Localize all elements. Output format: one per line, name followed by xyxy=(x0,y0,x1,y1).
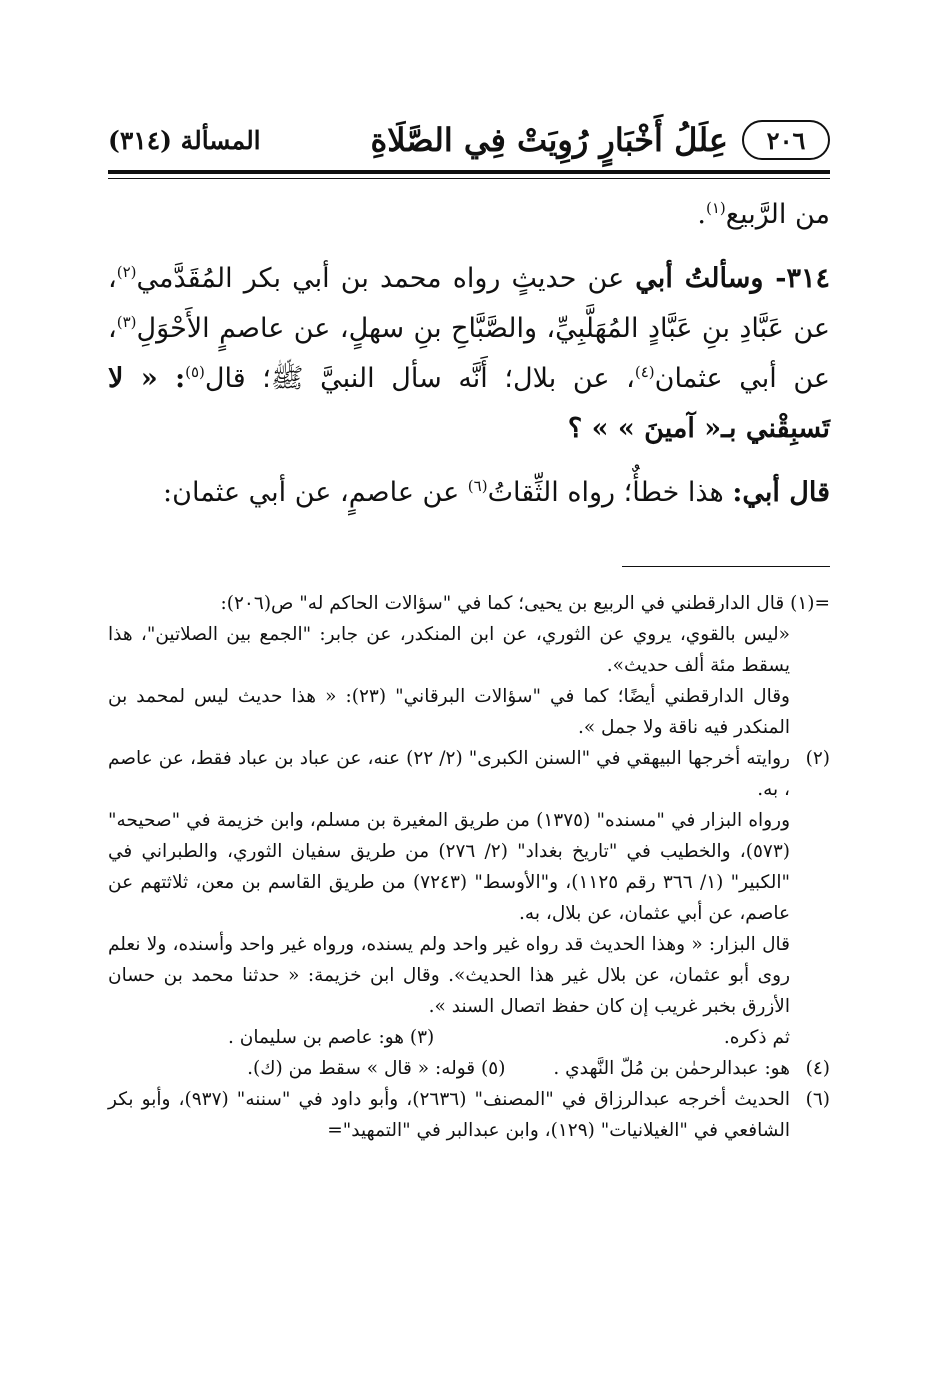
page-number: ٢٠٦ xyxy=(742,120,830,160)
running-header xyxy=(108,112,830,168)
footnote-4: هو: عبدالرحمٰن بن مُلّ النَّهدي . xyxy=(553,1058,790,1079)
header-rule-thick xyxy=(108,170,830,174)
question-text-2: ، عن عَبَّادِ بنِ عَبَّادٍ المُهَلَّبِيِّ، والصَّبَّاحِ بنِ سهلٍ، عن عاصمٍ الأَحْوَلِ xyxy=(108,263,830,344)
answer-label: قال أبي: xyxy=(732,477,830,508)
footnote-2-para-1: روايته أخرجها البيهقي في "السنن الكبرى" (٢/ ٢٢) عنه، عن عباد بن عباد فقط، عن عاصم ، به. xyxy=(108,748,790,800)
footnote-3: (٣) هو: عاصم بن سليمان . xyxy=(228,1027,435,1048)
footnote-1-quote: «ليس بالقوي، يروي عن الثوري، عن ابن المنكدر، عن جابر: "الجمع بين الصلاتين"، هذا يسقط مئة ألف حديث». xyxy=(108,624,790,676)
continuation-end: . xyxy=(697,199,706,230)
footnote-2 xyxy=(108,743,830,1053)
footnote-ref-5: (٥) xyxy=(185,363,205,381)
footnote-separator xyxy=(622,566,830,567)
footnote-ref-6: (٦) xyxy=(467,477,488,495)
footnote-4-number: (٤) xyxy=(805,1058,830,1079)
book-title: عِلَلُ أَخْبَارٍ رُوِيَتْ فِي الصَّلَاةِ xyxy=(370,121,728,159)
footnote-2-3-row xyxy=(108,1022,790,1053)
footnote-2-number: (٢) xyxy=(805,748,830,769)
header-rule-thin xyxy=(108,178,830,179)
footnote-4-5-body xyxy=(108,1053,790,1084)
footnote-2-para-3: قال البزار: « وهذا الحديث قد رواه غير واحد ولم يسنده، ورواه غير واحد وأسنده، ولا نعلم روى أبو عثمان، عن بلال غير هذا الحديث». وقال ابن خزيمة: « حدثنا محمد بن حسان الأزرق بخبر غريب إن كان حفظ اتصال السند ». xyxy=(108,934,790,1017)
footnote-5: (٥) قوله: « قال » سقط من (ك). xyxy=(247,1058,506,1079)
continuation-text: من الرَّبيع xyxy=(725,199,830,230)
footnote-ref-1: (١) xyxy=(705,199,726,217)
footnote-2-para-4: ثم ذكره. xyxy=(723,1027,790,1048)
question-text-3: ، عن أبي عثمان xyxy=(108,313,830,394)
footnote-ref-3: (٣) xyxy=(116,313,137,331)
footnote-ref-4: (٤) xyxy=(634,363,655,381)
question-paragraph xyxy=(108,254,830,454)
footnote-ref-2: (٢) xyxy=(116,263,137,281)
footnote-6-body: الحديث أخرجه عبدالرزاق في "المصنف" (٢٦٣٦)، وأبو داود في "سننه" (٩٣٧)، وأبو بكر الشافعي في "الغيلانيات" (١٢٩)، وابن عبدالبر في "التمهيد"= xyxy=(108,1089,790,1141)
answer-text-2: عن عاصمٍ، عن أبي عثمان: xyxy=(163,477,468,508)
question-reference: المسألة (٣١٤) xyxy=(108,125,261,155)
question-hadith-text: : « لا تَسبِقْني بـ« آمينَ » » ؟ xyxy=(108,363,830,444)
continuation-line xyxy=(108,190,830,240)
footnote-6-number: (٦) xyxy=(805,1089,830,1110)
question-text-4: ، عن بلال؛ أَنَّه سأل النبيَّ ﷺ؛ قال xyxy=(204,363,635,394)
footnote-2-para-2: ورواه البزار في "مسنده" (١٣٧٥) من طريق المغيرة بن مسلم، وابن خزيمة في "صحيحه" (٥٧٣)، والخطيب في "تاريخ بغداد" (٢/ ٢٧٦) من طريق سفيان الثوري، والطبراني في "الكبير" (١/ ٣٦٦ رقم ١١٢٥)، و"الأوسط" (٧٢٤٣) من طريق القاسم بن معن، ثلاثتهم عن عاصم، عن أبي عثمان، عن بلال، به. xyxy=(108,810,790,924)
question-number: ٣١٤- وسألتُ أبي xyxy=(635,263,830,294)
footnote-2-body xyxy=(108,743,790,1053)
answer-paragraph xyxy=(108,468,830,518)
footnote-1-line-1: =(١) قال الدارقطني في الربيع بن يحيى؛ كما في "سؤالات الحاكم له" ص(٢٠٦): xyxy=(220,593,830,614)
question-text-1: عن حديثٍ رواه محمد بن أبي بكر المُقَدَّمي xyxy=(136,263,636,294)
footnote-4-5-row xyxy=(108,1053,830,1084)
footnotes xyxy=(108,588,830,1146)
answer-text-1: هذا خطأٌ؛ رواه الثِّقاتُ xyxy=(487,477,733,508)
footnote-1-addition: وقال الدارقطني أيضًا؛ كما في "سؤالات البرقاني" (٢٣): « هذا حديث ليس لمحمد بن المنكدر فيه ناقة ولا جمل ». xyxy=(108,686,790,738)
main-text xyxy=(108,190,830,518)
footnote-6 xyxy=(108,1084,830,1146)
header-title-group xyxy=(371,120,830,160)
